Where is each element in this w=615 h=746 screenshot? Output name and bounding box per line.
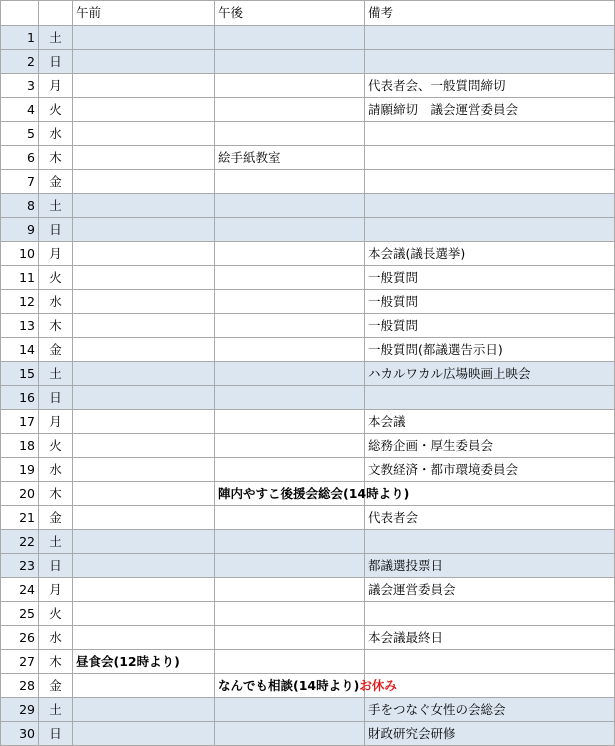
table-row (1, 650, 615, 674)
header-notes[interactable]: 備考 (365, 1, 615, 26)
pm-cell[interactable] (215, 578, 365, 602)
pm-cell[interactable] (215, 170, 365, 194)
table-row (1, 170, 615, 194)
table-row (1, 362, 615, 386)
header-dow[interactable] (39, 1, 73, 26)
pm-cell[interactable] (215, 338, 365, 362)
pm-cell[interactable] (215, 722, 365, 746)
table-row (1, 602, 615, 626)
weekday-cell[interactable]: 日 (39, 386, 73, 410)
notes-cell[interactable] (365, 530, 615, 554)
weekday-cell[interactable]: 土 (39, 362, 73, 386)
table-row (1, 386, 615, 410)
pm-cell[interactable] (215, 362, 365, 386)
notes-cell[interactable] (365, 386, 615, 410)
am-cell[interactable] (73, 266, 215, 290)
am-cell[interactable] (73, 170, 215, 194)
table-row (1, 290, 615, 314)
header-pm[interactable]: 午後 (215, 1, 365, 26)
header-am[interactable]: 午前 (73, 1, 215, 26)
am-cell[interactable] (73, 434, 215, 458)
weekday-cell[interactable]: 火 (39, 434, 73, 458)
weekday-cell[interactable]: 木 (39, 146, 73, 170)
notes-cell[interactable] (365, 194, 615, 218)
pm-cell[interactable] (215, 458, 365, 482)
am-cell[interactable] (73, 338, 215, 362)
pm-cell[interactable] (215, 410, 365, 434)
notes-cell[interactable]: 代表者会 (365, 506, 615, 530)
day-cell[interactable]: 18 (1, 434, 39, 458)
notes-cell[interactable]: 一般質問 (365, 266, 615, 290)
weekday-cell[interactable]: 日 (39, 554, 73, 578)
notes-cell[interactable] (365, 122, 615, 146)
table-row (1, 458, 615, 482)
day-cell[interactable]: 5 (1, 122, 39, 146)
table-row (1, 482, 615, 506)
am-cell[interactable] (73, 314, 215, 338)
notes-cell[interactable] (365, 146, 615, 170)
table-row (1, 74, 615, 98)
am-cell[interactable] (73, 26, 215, 50)
day-cell[interactable]: 28 (1, 674, 39, 698)
day-cell[interactable]: 14 (1, 338, 39, 362)
pm-cell[interactable] (215, 650, 365, 674)
pm-cell[interactable]: 絵手紙教室 (215, 146, 365, 170)
am-cell[interactable]: 昼食会(12時より) (73, 650, 215, 674)
weekday-cell[interactable]: 水 (39, 290, 73, 314)
weekday-cell[interactable]: 月 (39, 242, 73, 266)
table-row (1, 50, 615, 74)
weekday-cell[interactable]: 金 (39, 338, 73, 362)
notes-cell[interactable] (365, 218, 615, 242)
weekday-cell[interactable]: 金 (39, 674, 73, 698)
table-row (1, 674, 615, 698)
weekday-cell[interactable]: 金 (39, 170, 73, 194)
weekday-cell[interactable]: 火 (39, 266, 73, 290)
am-cell[interactable] (73, 362, 215, 386)
weekday-cell[interactable]: 日 (39, 50, 73, 74)
table-row (1, 554, 615, 578)
day-cell[interactable]: 17 (1, 410, 39, 434)
day-cell[interactable]: 19 (1, 458, 39, 482)
weekday-cell[interactable]: 月 (39, 74, 73, 98)
am-cell[interactable] (73, 530, 215, 554)
day-cell[interactable]: 20 (1, 482, 39, 506)
am-cell[interactable] (73, 626, 215, 650)
pm-cell[interactable] (215, 74, 365, 98)
weekday-cell[interactable]: 土 (39, 698, 73, 722)
weekday-cell[interactable]: 金 (39, 506, 73, 530)
day-cell[interactable]: 6 (1, 146, 39, 170)
pm-cell[interactable] (215, 626, 365, 650)
day-cell[interactable]: 23 (1, 554, 39, 578)
day-cell[interactable]: 10 (1, 242, 39, 266)
pm-cell[interactable] (215, 602, 365, 626)
am-cell[interactable] (73, 602, 215, 626)
day-cell[interactable]: 1 (1, 26, 39, 50)
pm-text: なんでも相談(14時より) (218, 678, 360, 693)
day-cell[interactable]: 24 (1, 578, 39, 602)
am-cell[interactable] (73, 194, 215, 218)
pm-cell[interactable] (215, 98, 365, 122)
am-cell[interactable] (73, 482, 215, 506)
table-row (1, 410, 615, 434)
header-row (1, 1, 615, 26)
table-row (1, 26, 615, 50)
pm-cell[interactable] (215, 194, 365, 218)
day-cell[interactable]: 12 (1, 290, 39, 314)
pm-cell[interactable] (215, 530, 365, 554)
pm-cell[interactable] (215, 122, 365, 146)
pm-cell[interactable] (215, 26, 365, 50)
am-cell[interactable] (73, 458, 215, 482)
table-row (1, 98, 615, 122)
weekday-cell[interactable]: 水 (39, 458, 73, 482)
table-row (1, 194, 615, 218)
day-cell[interactable]: 27 (1, 650, 39, 674)
am-cell[interactable] (73, 674, 215, 698)
table-row (1, 314, 615, 338)
notes-cell[interactable] (365, 602, 615, 626)
notes-cell[interactable] (365, 650, 615, 674)
notes-cell[interactable] (365, 674, 615, 698)
am-cell[interactable] (73, 122, 215, 146)
pm-cell[interactable] (215, 50, 365, 74)
notes-cell[interactable]: 文教経済・都市環境委員会 (365, 458, 615, 482)
pm-cell[interactable] (215, 266, 365, 290)
day-cell[interactable]: 15 (1, 362, 39, 386)
day-cell[interactable]: 26 (1, 626, 39, 650)
pm-cell[interactable] (215, 506, 365, 530)
day-cell[interactable]: 4 (1, 98, 39, 122)
notes-cell[interactable]: 請願締切 議会運営委員会 (365, 98, 615, 122)
weekday-cell[interactable]: 水 (39, 626, 73, 650)
day-cell[interactable]: 21 (1, 506, 39, 530)
weekday-cell[interactable]: 火 (39, 602, 73, 626)
am-cell[interactable] (73, 506, 215, 530)
table-row (1, 578, 615, 602)
notes-cell[interactable]: 一般質問(都議選告示日) (365, 338, 615, 362)
day-cell[interactable]: 11 (1, 266, 39, 290)
notes-cell[interactable] (365, 170, 615, 194)
day-cell[interactable]: 3 (1, 74, 39, 98)
notes-cell[interactable]: 都議選投票日 (365, 554, 615, 578)
notes-cell[interactable]: 本会議(議長選挙) (365, 242, 615, 266)
am-cell[interactable] (73, 290, 215, 314)
table-row (1, 626, 615, 650)
pm-cell[interactable] (215, 290, 365, 314)
weekday-cell[interactable]: 月 (39, 578, 73, 602)
am-cell[interactable] (73, 74, 215, 98)
notes-cell[interactable]: 手をつなぐ女性の会総会 (365, 698, 615, 722)
day-cell[interactable]: 9 (1, 218, 39, 242)
notes-cell[interactable]: 一般質問 (365, 290, 615, 314)
weekday-cell[interactable]: 日 (39, 218, 73, 242)
weekday-cell[interactable]: 木 (39, 482, 73, 506)
weekday-cell[interactable]: 土 (39, 530, 73, 554)
pm-cell[interactable] (215, 218, 365, 242)
table-row (1, 266, 615, 290)
weekday-cell[interactable]: 火 (39, 98, 73, 122)
table-row (1, 242, 615, 266)
weekday-cell[interactable]: 土 (39, 26, 73, 50)
weekday-cell[interactable]: 木 (39, 314, 73, 338)
weekday-cell[interactable]: 水 (39, 122, 73, 146)
pm-cell[interactable] (215, 314, 365, 338)
notes-cell[interactable]: 本会議最終日 (365, 626, 615, 650)
pm-cell[interactable] (215, 698, 365, 722)
day-cell[interactable]: 16 (1, 386, 39, 410)
notes-cell[interactable] (365, 26, 615, 50)
notes-cell[interactable]: 財政研究会研修 (365, 722, 615, 746)
am-cell[interactable] (73, 386, 215, 410)
weekday-cell[interactable]: 木 (39, 650, 73, 674)
day-cell[interactable]: 22 (1, 530, 39, 554)
pm-cell[interactable] (215, 674, 397, 698)
weekday-cell[interactable]: 日 (39, 722, 73, 746)
notes-cell[interactable]: 総務企画・厚生委員会 (365, 434, 615, 458)
weekday-cell[interactable]: 月 (39, 410, 73, 434)
day-cell[interactable]: 30 (1, 722, 39, 746)
closed-note: お休み (359, 678, 397, 693)
pm-cell[interactable] (215, 554, 365, 578)
am-cell[interactable] (73, 242, 215, 266)
day-cell[interactable]: 13 (1, 314, 39, 338)
pm-cell[interactable] (215, 242, 365, 266)
day-cell[interactable]: 29 (1, 698, 39, 722)
weekday-cell[interactable]: 土 (39, 194, 73, 218)
header-day[interactable] (1, 1, 39, 26)
table-row (1, 338, 615, 362)
table-row (1, 530, 615, 554)
am-cell[interactable] (73, 50, 215, 74)
notes-cell[interactable]: 議会運営委員会 (365, 578, 615, 602)
am-cell[interactable] (73, 578, 215, 602)
table-row (1, 146, 615, 170)
notes-cell[interactable]: 代表者会、一般質問締切 (365, 74, 615, 98)
am-cell[interactable] (73, 146, 215, 170)
table-row (1, 122, 615, 146)
day-cell[interactable]: 7 (1, 170, 39, 194)
day-cell[interactable]: 2 (1, 50, 39, 74)
notes-cell[interactable] (365, 50, 615, 74)
table-row (1, 506, 615, 530)
pm-cell[interactable]: 陣内やすこ後援会総会(14時より) (215, 482, 365, 506)
am-cell[interactable] (73, 698, 215, 722)
table-row (1, 218, 615, 242)
notes-cell[interactable]: ハカルワカル広場映画上映会 (365, 362, 615, 386)
notes-cell[interactable]: 本会議 (365, 410, 615, 434)
day-cell[interactable]: 25 (1, 602, 39, 626)
pm-cell[interactable] (215, 434, 365, 458)
am-cell[interactable] (73, 554, 215, 578)
am-cell[interactable] (73, 218, 215, 242)
day-cell[interactable]: 8 (1, 194, 39, 218)
table-row (1, 698, 615, 722)
table-row (1, 722, 615, 746)
am-cell[interactable] (73, 98, 215, 122)
am-cell[interactable] (73, 722, 215, 746)
table-row (1, 434, 615, 458)
am-cell[interactable] (73, 410, 215, 434)
notes-cell[interactable]: 一般質問 (365, 314, 615, 338)
pm-cell[interactable] (215, 386, 365, 410)
